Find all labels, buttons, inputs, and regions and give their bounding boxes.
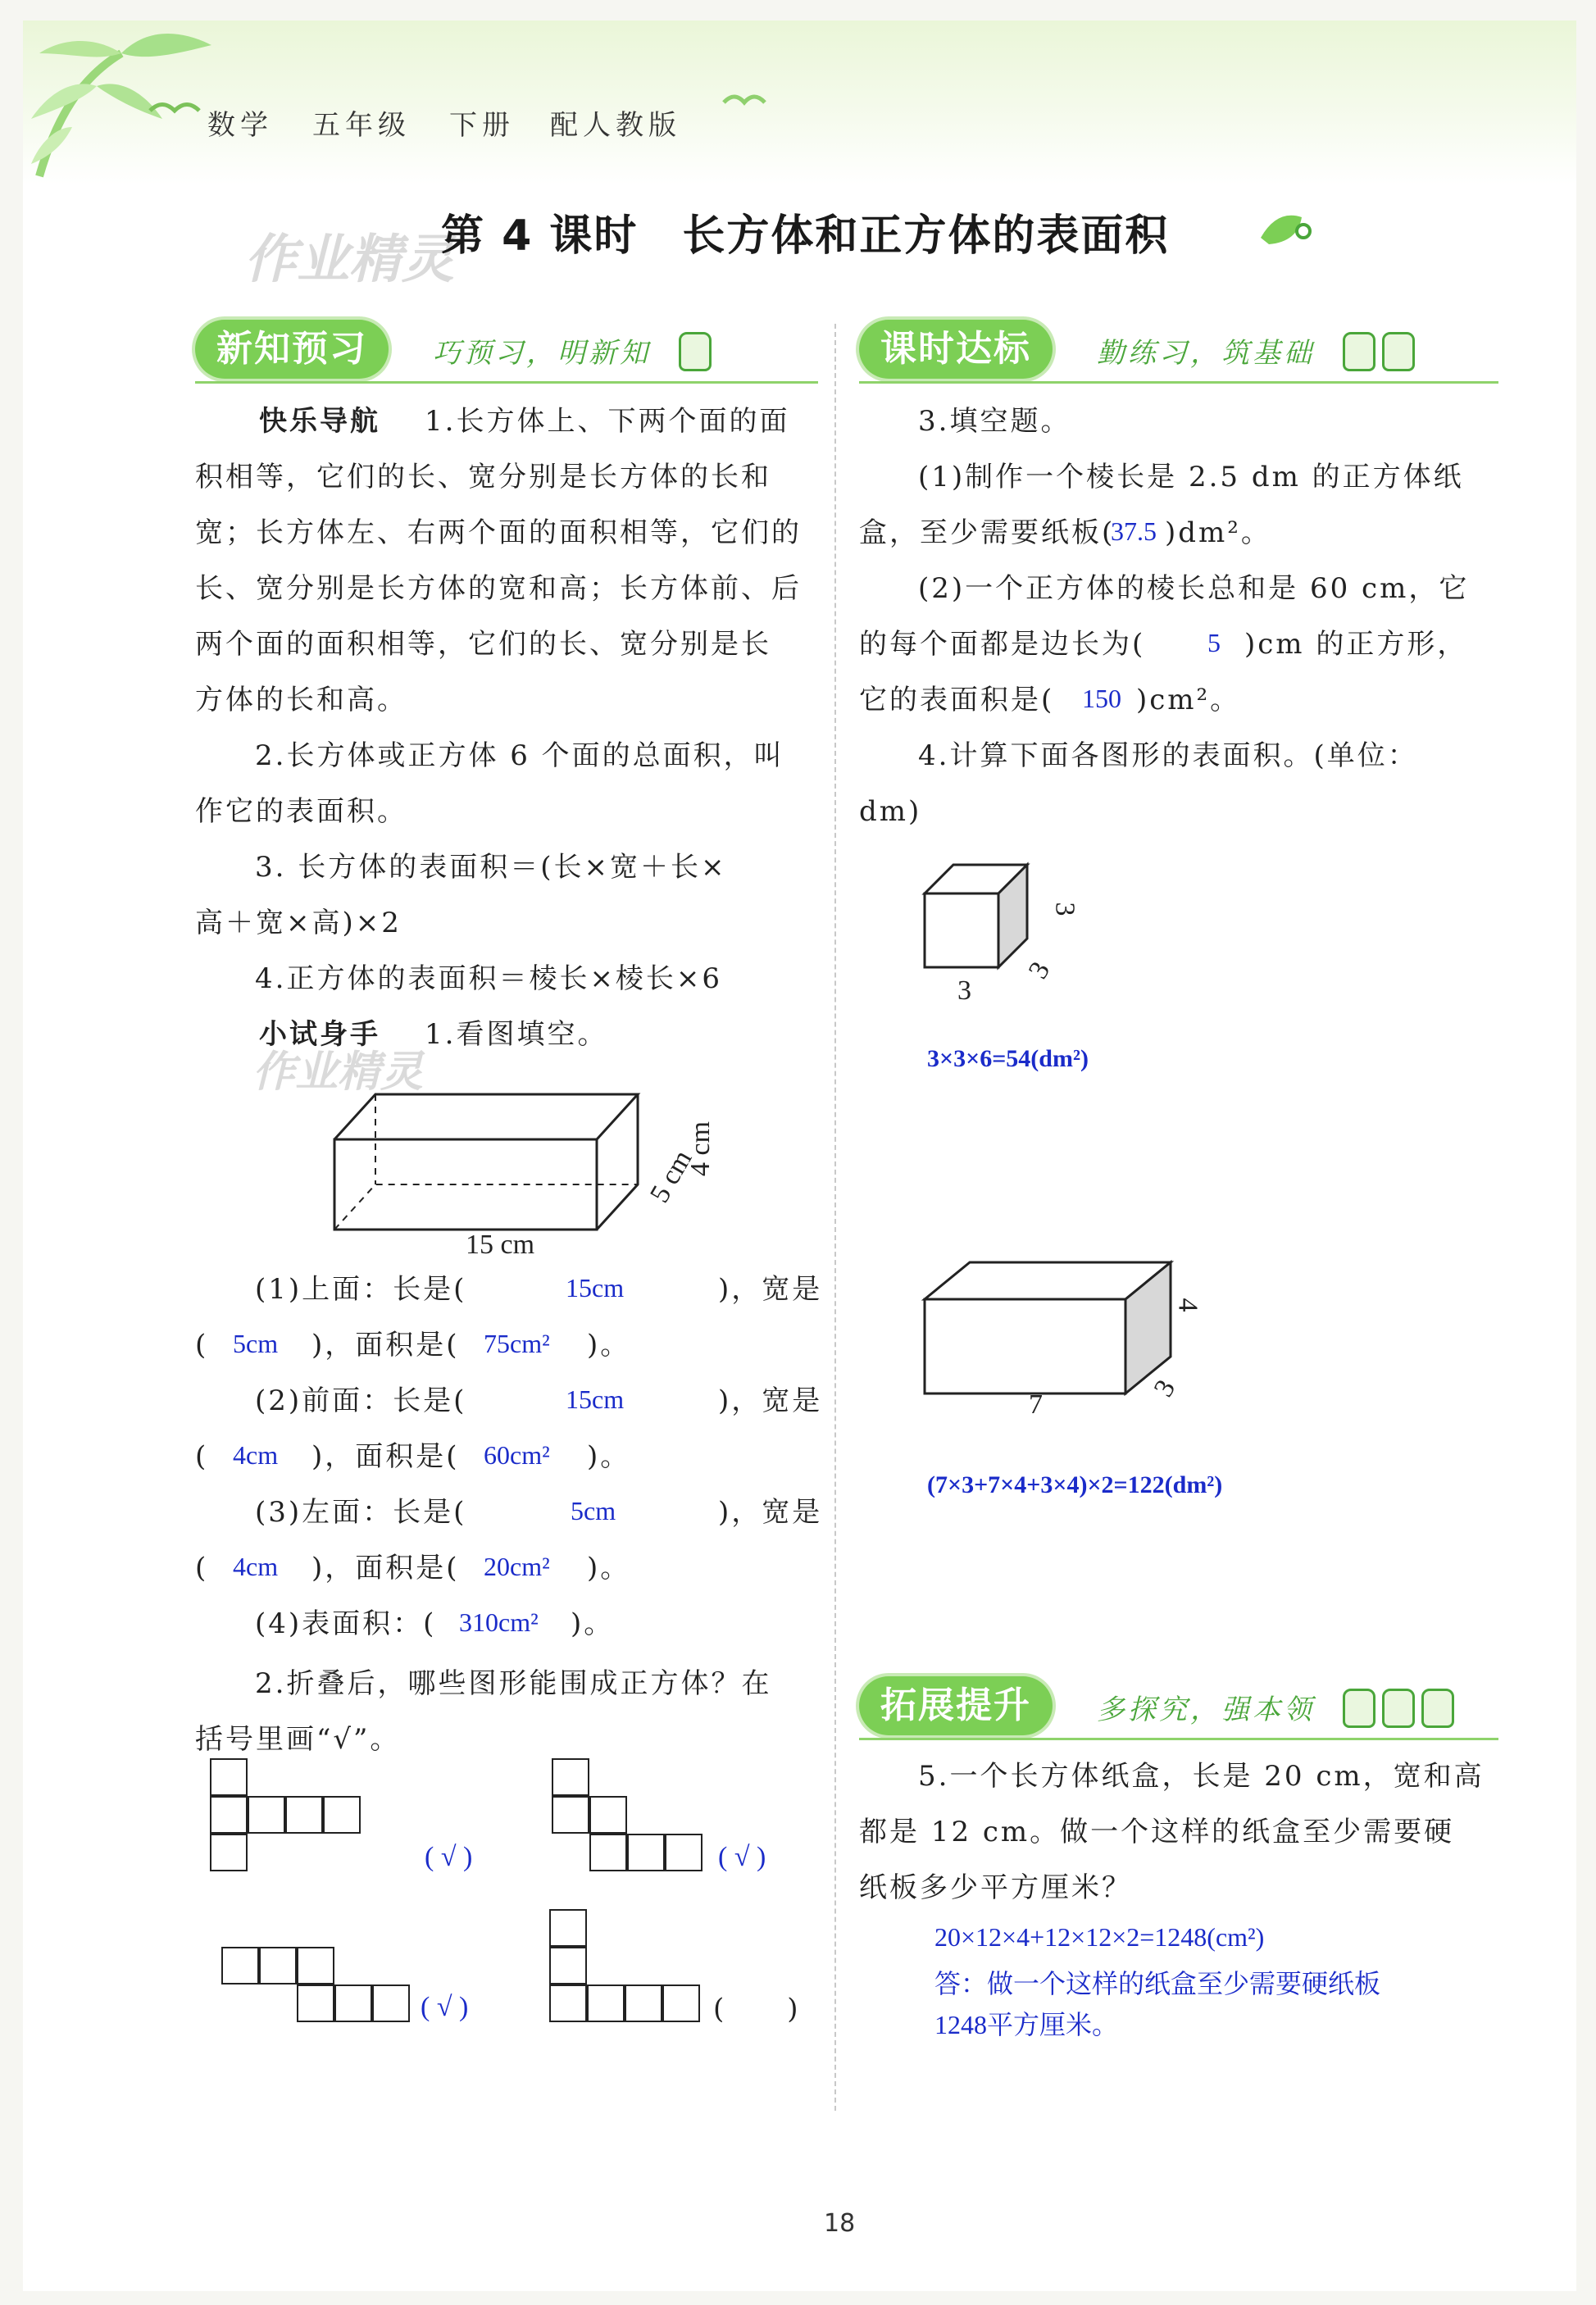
nav-line: 方体的长和高。 (195, 684, 407, 716)
para-2-line: 作它的表面积。 (195, 795, 407, 828)
section-badge-extend: 拓展提升 (859, 1676, 1053, 1735)
q4-line: 4.计算下面各图形的表面积。(单位： (918, 739, 1418, 772)
q3-text: )cm 的正方形， (1244, 628, 1468, 661)
q1-answer: 60cm² (484, 1440, 550, 1470)
q1-title: 1.看图填空。 (425, 1018, 608, 1051)
q3-2-answer: 150 (1082, 684, 1121, 713)
lesson-title: 第 4 课时 长方体和正方体的表面积 (441, 211, 1170, 261)
q2-line: 括号里画“√”。 (195, 1723, 401, 1756)
q3-1-answer: 37.5 (1111, 516, 1157, 546)
section-underline (859, 1738, 1498, 1740)
q1-answer: 4cm (233, 1552, 279, 1581)
q1-text: )。 (571, 1607, 615, 1640)
q3-2-line2: 的每个面都是边长为( (859, 628, 1146, 661)
q1-item-2-line1: (2)前面：长是( (255, 1384, 467, 1417)
thumbs-up-icon (1382, 1689, 1415, 1728)
cuboid-length-label: 15 cm (466, 1230, 535, 1260)
box-width-label: 3 (1148, 1375, 1182, 1403)
q1-text: ( (195, 1552, 209, 1584)
q3-text: )dm²。 (1165, 516, 1271, 549)
q1-answer: 20cm² (484, 1552, 550, 1581)
header-banner (23, 20, 1576, 184)
q1-text: )，宽是 (718, 1384, 823, 1417)
q3-2-line3: 它的表面积是( (859, 684, 1055, 716)
q2-line: 2.折叠后，哪些图形能围成正方体？在 (255, 1667, 772, 1700)
para-3-line: 高＋宽×高)×2 (195, 907, 402, 939)
q3-text: )cm²。 (1136, 684, 1241, 716)
q1-answer: 75cm² (484, 1329, 550, 1358)
watermark: 作业精灵 (252, 1048, 424, 1097)
thumbs-up-icon (679, 332, 712, 371)
nav-line: 1.长方体上、下两个面的面 (425, 405, 790, 438)
q1-item-3-line1: (3)左面：长是( (255, 1496, 467, 1529)
header-grade: 五年级 (312, 109, 411, 142)
q1-answer: 15cm (566, 1384, 625, 1414)
section-badge-practice: 课时达标 (859, 320, 1053, 379)
q2-answer: ( √ ) (718, 1842, 766, 1872)
q1-text: )，宽是 (718, 1496, 823, 1529)
q1-text: )。 (587, 1329, 631, 1362)
para-3-line: 3. 长方体的表面积＝(长×宽＋长× (255, 851, 727, 884)
cuboid-height-label: 4 cm (685, 1121, 716, 1176)
q5-line: 纸板多少平方厘米？ (859, 1871, 1132, 1904)
nav-line: 宽；长方体左、右两个面的面积相等，它们的 (195, 516, 802, 549)
q5-answer-line: 1248平方厘米。 (934, 2010, 1119, 2039)
q4-line: dm) (859, 795, 922, 828)
box-height-label: 4 (1172, 1298, 1203, 1312)
section-badge-preview: 新知预习 (195, 320, 389, 379)
q1-text: )。 (587, 1552, 631, 1584)
section-subtitle-extend: 多探究，强本领 (1097, 1694, 1315, 1726)
q1-text: )，宽是 (718, 1273, 823, 1306)
q1-text: )。 (587, 1440, 631, 1473)
try-label: 小试身手 (259, 1018, 380, 1051)
thumbs-up-icon (1343, 332, 1375, 371)
q5-line: 5.一个长方体纸盒，长是 20 cm，宽和高 (918, 1760, 1485, 1793)
q3-1-line: (1)制作一个棱长是 2.5 dm 的正方体纸 (918, 461, 1464, 493)
cube-edge-label: 3 (1049, 902, 1080, 916)
q1-text: )，面积是( (311, 1329, 460, 1362)
palm-leaf-decoration (23, 20, 236, 184)
cube-edge-label: 3 (1022, 957, 1057, 984)
q1-text: )，面积是( (311, 1440, 460, 1473)
cube-figure (921, 848, 1068, 980)
q3-2-answer: 5 (1207, 628, 1221, 657)
q1-total-answer: 310cm² (459, 1607, 539, 1637)
cube-edge-label: 3 (957, 975, 971, 1006)
header-volume: 下册 (449, 109, 515, 142)
q1-text: ( (195, 1329, 209, 1362)
header-subject: 数学 (207, 109, 273, 142)
nav-label: 快乐导航 (259, 405, 380, 438)
q1-item-1-line1: (1)上面：长是( (255, 1273, 467, 1306)
nav-line: 积相等，它们的长、宽分别是长方体的长和 (195, 461, 771, 493)
thumbs-up-icon (1421, 1689, 1454, 1728)
q3-2-line: (2)一个正方体的棱长总和是 60 cm，它 (918, 572, 1470, 605)
section-subtitle-preview: 巧预习，明新知 (433, 337, 651, 370)
thumbs-up-icon (1343, 1689, 1375, 1728)
box-length-label: 7 (1029, 1389, 1043, 1420)
q1-answer: 15cm (566, 1273, 625, 1303)
nav-line: 两个面的面积相等，它们的长、宽分别是长 (195, 628, 771, 661)
q1-answer: 4cm (233, 1440, 279, 1470)
workbook-page (23, 20, 1576, 2291)
q1-text: ( (195, 1440, 209, 1473)
q1-answer: 5cm (571, 1496, 616, 1525)
leaf-icon (1253, 205, 1318, 254)
q2-answer: ( √ ) (425, 1842, 473, 1872)
column-divider (834, 324, 836, 2111)
q2-answer: ( √ ) (421, 1992, 469, 2022)
section-underline (195, 381, 818, 384)
q2-answer-blank: ( ) (713, 1993, 801, 2025)
q3-title: 3.填空题。 (918, 405, 1071, 438)
para-4: 4.正方体的表面积＝棱长×棱长×6 (255, 962, 723, 995)
thumbs-up-icon (1382, 332, 1415, 371)
q3-1-line2: 盒，至少需要纸板( (859, 516, 1116, 549)
nav-line: 长、宽分别是长方体的宽和高；长方体前、后 (195, 572, 802, 605)
q1-text: )，面积是( (311, 1552, 460, 1584)
page-number: 18 (824, 2209, 856, 2238)
section-subtitle-practice: 勤练习，筑基础 (1097, 337, 1315, 370)
bird-icon (146, 94, 203, 127)
q5-answer-line: 答：做一个这样的纸盒至少需要硬纸板 (934, 1969, 1381, 1998)
q4-box-answer: (7×3+7×4+3×4)×2=122(dm²) (927, 1471, 1223, 1498)
cuboid-width-label: 5 cm (644, 1144, 698, 1208)
q4-cube-answer: 3×3×6=54(dm²) (927, 1045, 1089, 1072)
section-underline (859, 381, 1498, 384)
q1-total: (4)表面积：( (255, 1607, 437, 1640)
header-edition: 配人教版 (550, 109, 681, 142)
q1-answer: 5cm (233, 1329, 279, 1358)
bird-icon (720, 86, 769, 119)
para-2-line: 2.长方体或正方体 6 个面的总面积，叫 (255, 739, 784, 772)
cuboid-figure (326, 1062, 687, 1258)
q5-answer-line: 20×12×4+12×12×2=1248(cm²) (934, 1922, 1265, 1952)
watermark: 作业精灵 (244, 230, 454, 290)
q5-line: 都是 12 cm。做一个这样的纸盒至少需要硬 (859, 1816, 1455, 1848)
